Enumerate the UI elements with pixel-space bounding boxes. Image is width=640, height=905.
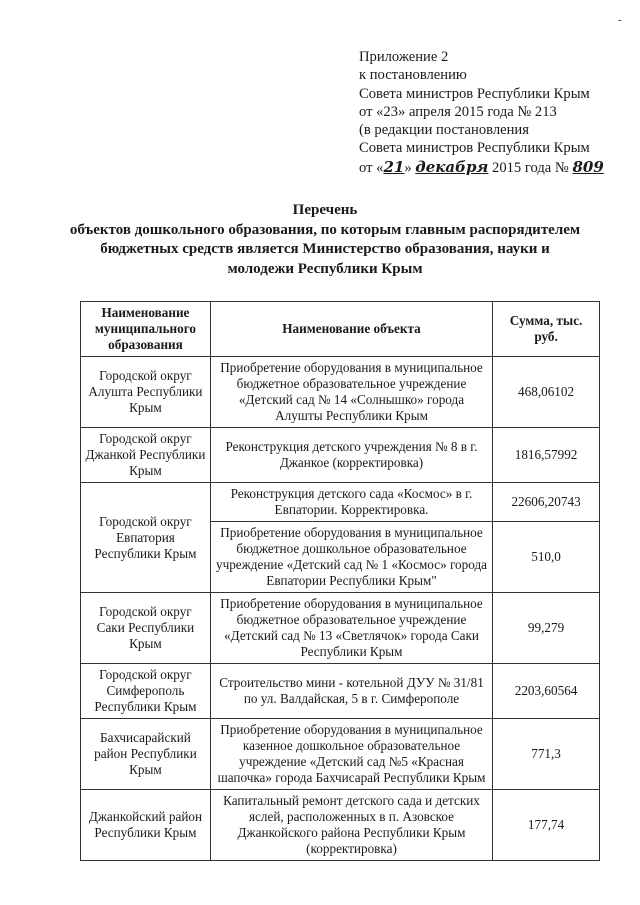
date-year: 2015 года №: [488, 159, 573, 176]
cell-object: Приобретение оборудования в муниципальное бюджетное образовательное учреждение «Детский сад № 13 «Светлячок» города Саки Республики Крым: [210, 593, 492, 664]
objects-table: [80, 301, 600, 861]
corner-mark: -: [618, 14, 622, 26]
cell-sum: 510,0: [493, 522, 600, 593]
title-line: бюджетных средств является Министерство образования, науки и: [100, 241, 550, 257]
title-line: молодежи Республики Крым: [227, 260, 423, 277]
handwritten-day: 21: [383, 157, 405, 176]
appendix-line: от «23» апреля 2015 года № 213: [359, 103, 557, 120]
header-sum: Сумма, тыс. руб.: [493, 302, 600, 357]
appendix-line: Приложение 2: [359, 49, 449, 65]
cell-sum: 771,3: [493, 719, 600, 790]
appendix-line: (в редакции постановления: [359, 122, 529, 139]
appendix-date-line: [359, 158, 604, 177]
appendix-line: Совета министров Республики Крым: [359, 85, 590, 102]
table-row: [81, 593, 600, 664]
cell-sum: 468,06102: [493, 357, 600, 428]
appendix-line: Совета министров Республики Крым: [359, 140, 590, 157]
cell-municipality: Бахчисарайский район Республики Крым: [81, 719, 211, 790]
cell-object: Приобретение оборудования в муниципальное бюджетное дошкольное образовательное учреждение «Детский сад № 1 «Космос» города Евпатории Республики Крым": [210, 522, 492, 593]
document-title: [40, 201, 610, 279]
cell-object: Реконструкция детского сада «Космос» в г. Евпатории. Корректировка.: [210, 483, 492, 522]
cell-municipality: Городской округ Евпатория Республики Крым: [81, 483, 211, 593]
table-row: [81, 483, 600, 522]
appendix-line: к постановлению: [359, 67, 467, 84]
cell-municipality: Городской округ Алушта Республики Крым: [81, 357, 211, 428]
cell-municipality: Городской округ Джанкой Республики Крым: [81, 428, 211, 483]
cell-municipality: Джанкойский район Республики Крым: [81, 790, 211, 861]
table-row: [81, 357, 600, 428]
table-header-row: [81, 302, 600, 357]
handwritten-number: 809: [572, 157, 604, 176]
cell-object: Строительство мини - котельной ДУУ № 31/81 по ул. Валдайская, 5 в г. Симферополе: [210, 664, 492, 719]
table-row: [81, 428, 600, 483]
handwritten-month: декабря: [415, 157, 489, 176]
appendix-header: [359, 48, 604, 177]
date-prefix: от «: [359, 159, 384, 176]
cell-sum: 22606,20743: [493, 483, 600, 522]
cell-sum: 1816,57992: [493, 428, 600, 483]
cell-object: Приобретение оборудования в муниципальное бюджетное образовательное учреждение «Детский сад № 14 «Солнышко» города Алушты Республики Крым: [210, 357, 492, 428]
header-object: Наименование объекта: [210, 302, 492, 357]
cell-municipality: Городской округ Симферополь Республики Крым: [81, 664, 211, 719]
cell-municipality: Городской округ Саки Республики Крым: [81, 593, 211, 664]
table-row: [81, 664, 600, 719]
cell-object: Капитальный ремонт детского сада и детских яслей, расположенных в п. Азовское Джанкойского района Республики Крым (корректировка): [210, 790, 492, 861]
title-line: объектов дошкольного образования, по которым главным распорядителем: [69, 221, 581, 238]
cell-sum: 177,74: [493, 790, 600, 861]
title-line: Перечень: [292, 202, 358, 218]
table-row: [81, 790, 600, 861]
cell-sum: 99,279: [493, 593, 600, 664]
table-row: [81, 719, 600, 790]
cell-object: Приобретение оборудования в муниципальное казенное дошкольное образовательное учреждение «Детский сад №5 «Красная шапочка» города Бахчисарай Республики Крым: [210, 719, 492, 790]
cell-sum: 2203,60564: [493, 664, 600, 719]
date-mid: »: [404, 159, 416, 176]
cell-object: Реконструкция детского учреждения № 8 в г. Джанкое (корректировка): [210, 428, 492, 483]
header-municipality: Наименование муниципального образования: [81, 302, 211, 357]
